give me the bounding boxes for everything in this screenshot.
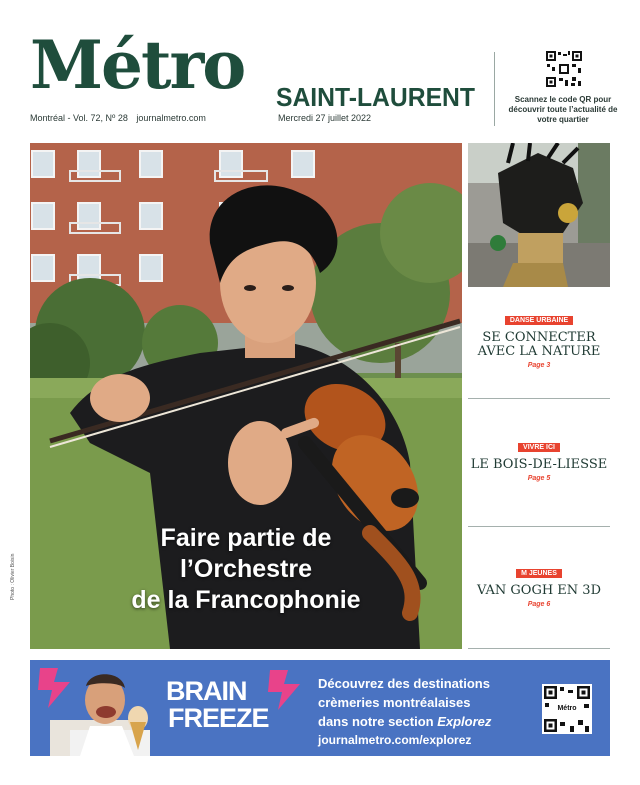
brain-freeze-line1: BRAIN xyxy=(166,676,247,706)
issue-date: Mercredi 27 juillet 2022 xyxy=(278,113,372,123)
hero-headline-line2: l’Orchestre xyxy=(179,555,312,583)
story-tag: VIVRE ICI xyxy=(518,443,560,452)
photo-credit: Photo : Olivier Boisin xyxy=(10,553,16,600)
brain-freeze-line2: FREEZE xyxy=(168,703,269,733)
metro-logo[interactable]: Métro xyxy=(30,26,245,104)
website-link[interactable]: journalmetro.com xyxy=(136,113,206,123)
story-title[interactable]: LE BOIS-DE-LIESSE xyxy=(470,457,608,472)
story-divider xyxy=(468,648,610,649)
story-page: Page 3 xyxy=(527,362,551,369)
brain-freeze-logo xyxy=(166,678,269,732)
story-title[interactable]: VAN GOGH EN 3D xyxy=(477,583,601,598)
story-page: Page 5 xyxy=(527,475,551,482)
side-photo-dancer[interactable] xyxy=(468,143,610,287)
qr-code-icon[interactable] xyxy=(545,50,583,88)
hero-headline[interactable] xyxy=(30,523,462,616)
story-item[interactable] xyxy=(468,436,610,482)
ad-line3-prefix: dans notre section xyxy=(318,714,438,729)
story-divider xyxy=(468,526,610,527)
hero-headline-line1: Faire partie de xyxy=(160,524,332,552)
ad-qr-label: Métro xyxy=(554,704,580,714)
story-tag: M JEUNES xyxy=(516,569,562,578)
ad-copy xyxy=(318,674,491,750)
hero-photo[interactable] xyxy=(30,143,462,649)
ad-line3-section: Explorez xyxy=(437,714,492,729)
hero-headline-line3: de la Francophonie xyxy=(131,586,361,614)
issue-info xyxy=(30,113,212,123)
volume-number: Montréal - Vol. 72, Nº 28 xyxy=(30,113,128,123)
ad-line1: Découvrez des destinations xyxy=(318,676,490,691)
explorez-ad-banner[interactable] xyxy=(30,660,610,756)
ad-url[interactable]: journalmetro.com/explorez xyxy=(318,733,472,747)
story-item[interactable] xyxy=(468,562,610,608)
story-tag: DANSE URBAINE xyxy=(505,316,573,325)
masthead-divider xyxy=(494,52,495,126)
edition-title: SAINT-LAURENT xyxy=(276,82,475,112)
story-page: Page 6 xyxy=(527,601,551,608)
ad-line2: crèmeries montréalaises xyxy=(318,695,471,710)
qr-caption: Scannez le code QR pour découvrir toute l’actualité de votre quartier xyxy=(508,95,618,124)
story-item[interactable] xyxy=(468,309,610,369)
ad-line3 xyxy=(318,712,491,731)
ad-qr-code-icon[interactable] xyxy=(542,684,592,734)
story-title[interactable]: SE CONNECTER AVEC LA NATURE xyxy=(477,330,601,359)
story-divider xyxy=(468,398,610,399)
